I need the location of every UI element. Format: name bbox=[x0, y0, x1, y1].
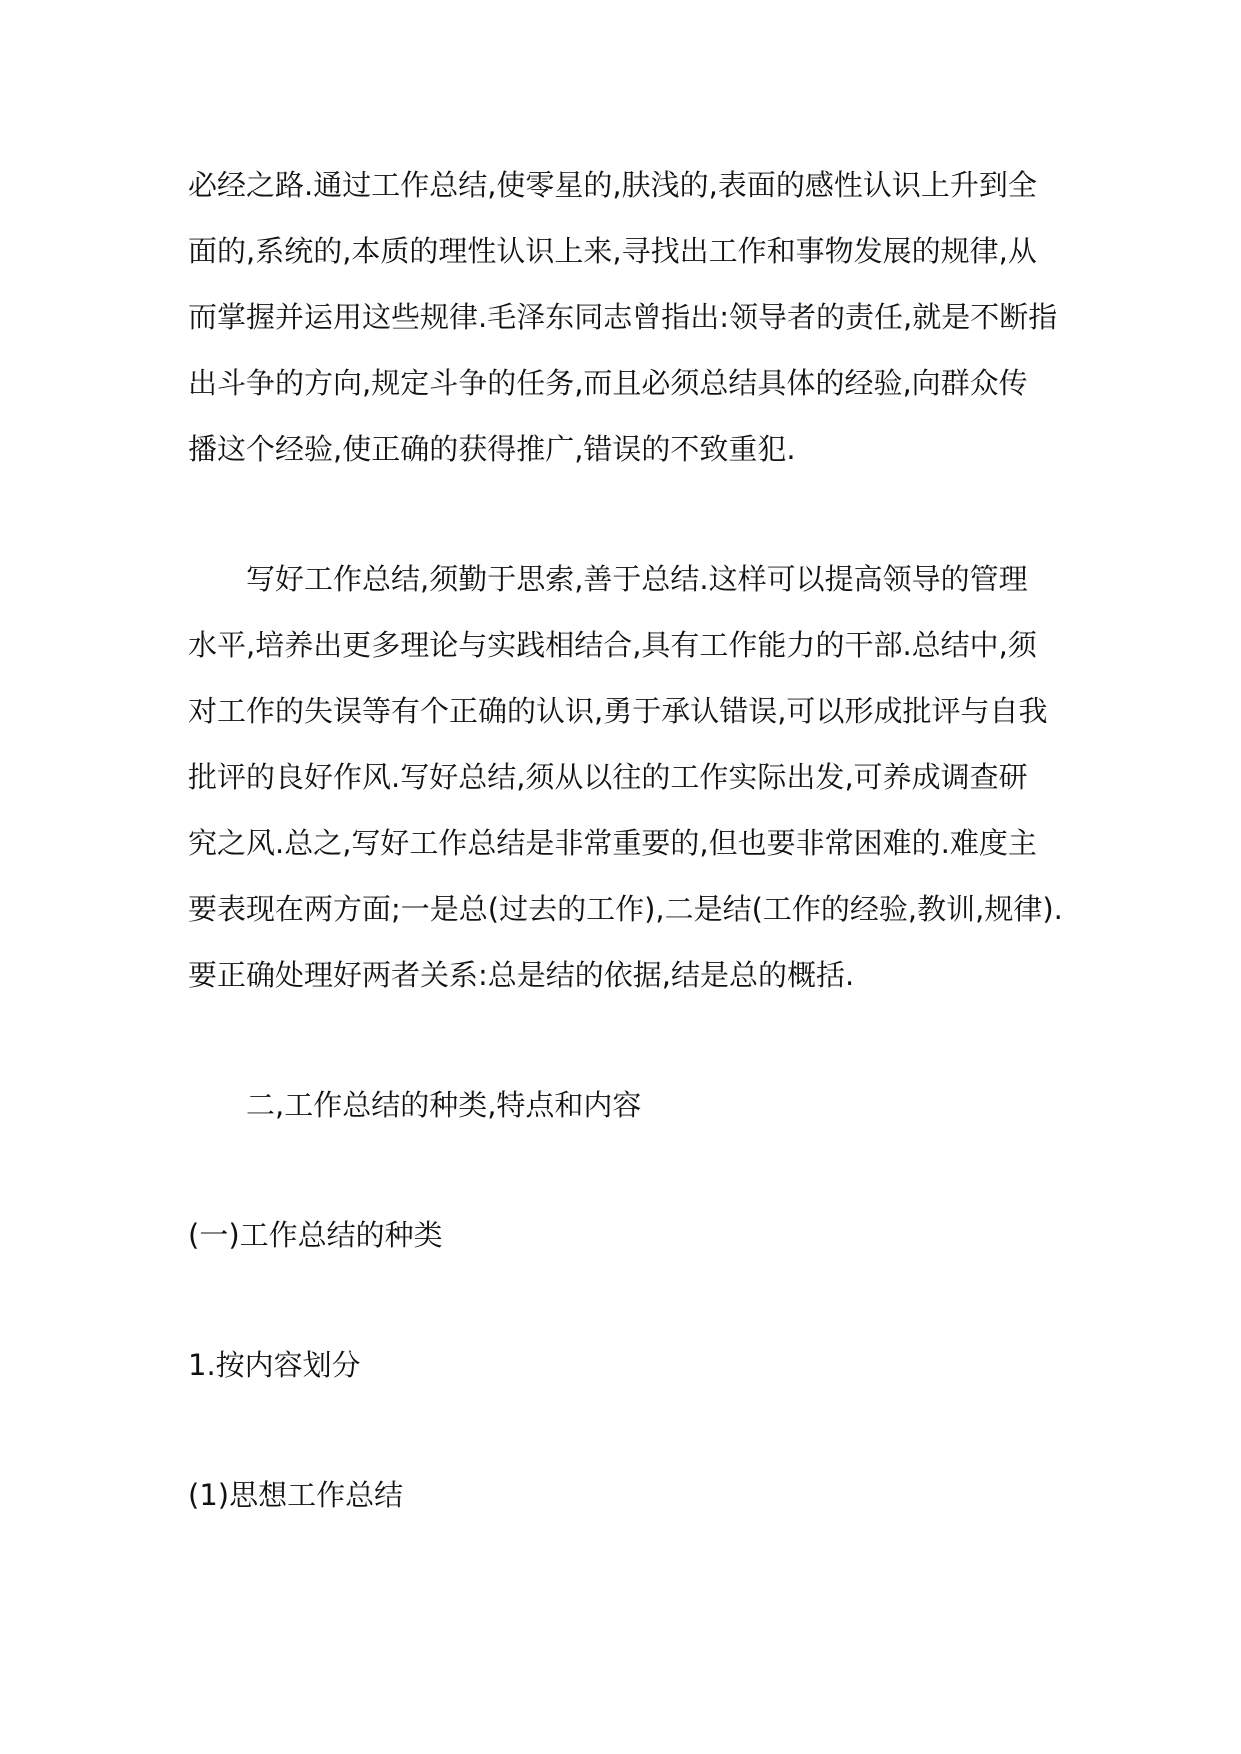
paragraph-line: 出斗争的方向,规定斗争的任务,而且必须总结具体的经验,向群众传 bbox=[188, 366, 1028, 400]
paragraph-line: 播这个经验,使正确的获得推广,错误的不致重犯. bbox=[188, 432, 796, 466]
paragraph-line: 对工作的失误等有个正确的认识,勇于承认错误,可以形成批评与自我 bbox=[188, 694, 1048, 728]
subheading-by-content: 1.按内容划分 bbox=[188, 1348, 361, 1382]
paragraph-spacer bbox=[188, 482, 1054, 546]
paragraph-spacer bbox=[188, 1138, 1054, 1202]
section-heading: 二,工作总结的种类,特点和内容 bbox=[246, 1088, 642, 1122]
paragraph-1 bbox=[188, 152, 1058, 482]
paragraph-2 bbox=[188, 546, 1063, 1008]
paragraph-line: 要正确处理好两者关系:总是结的依据,结是总的概括. bbox=[188, 958, 855, 992]
paragraph-line: 水平,培养出更多理论与实践相结合,具有工作能力的干部.总结中,须 bbox=[188, 628, 1037, 662]
subheading-types: (一)工作总结的种类 bbox=[188, 1218, 443, 1252]
paragraph-spacer bbox=[188, 1398, 1054, 1462]
paragraph-line: 究之风.总之,写好工作总结是非常重要的,但也要非常困难的.难度主 bbox=[188, 826, 1037, 860]
paragraph-line: 而掌握并运用这些规律.毛泽东同志曾指出:领导者的责任,就是不断指 bbox=[188, 300, 1058, 334]
paragraph-spacer bbox=[188, 1268, 1054, 1332]
paragraph-line: 要表现在两方面;一是总(过去的工作),二是结(工作的经验,教训,规律). bbox=[188, 892, 1063, 926]
paragraph-spacer bbox=[188, 1008, 1054, 1072]
subheading-ideological-work: (1)思想工作总结 bbox=[188, 1478, 404, 1512]
paragraph-line: 写好工作总结,须勤于思索,善于总结.这样可以提高领导的管理 bbox=[246, 562, 1028, 596]
paragraph-line: 批评的良好作风.写好总结,须从以往的工作实际出发,可养成调查研 bbox=[188, 760, 1028, 794]
paragraph-line: 必经之路.通过工作总结,使零星的,肤浅的,表面的感性认识上升到全 bbox=[188, 168, 1037, 202]
paragraph-line: 面的,系统的,本质的理性认识上来,寻找出工作和事物发展的规律,从 bbox=[188, 234, 1037, 268]
document-body bbox=[188, 152, 1063, 1528]
